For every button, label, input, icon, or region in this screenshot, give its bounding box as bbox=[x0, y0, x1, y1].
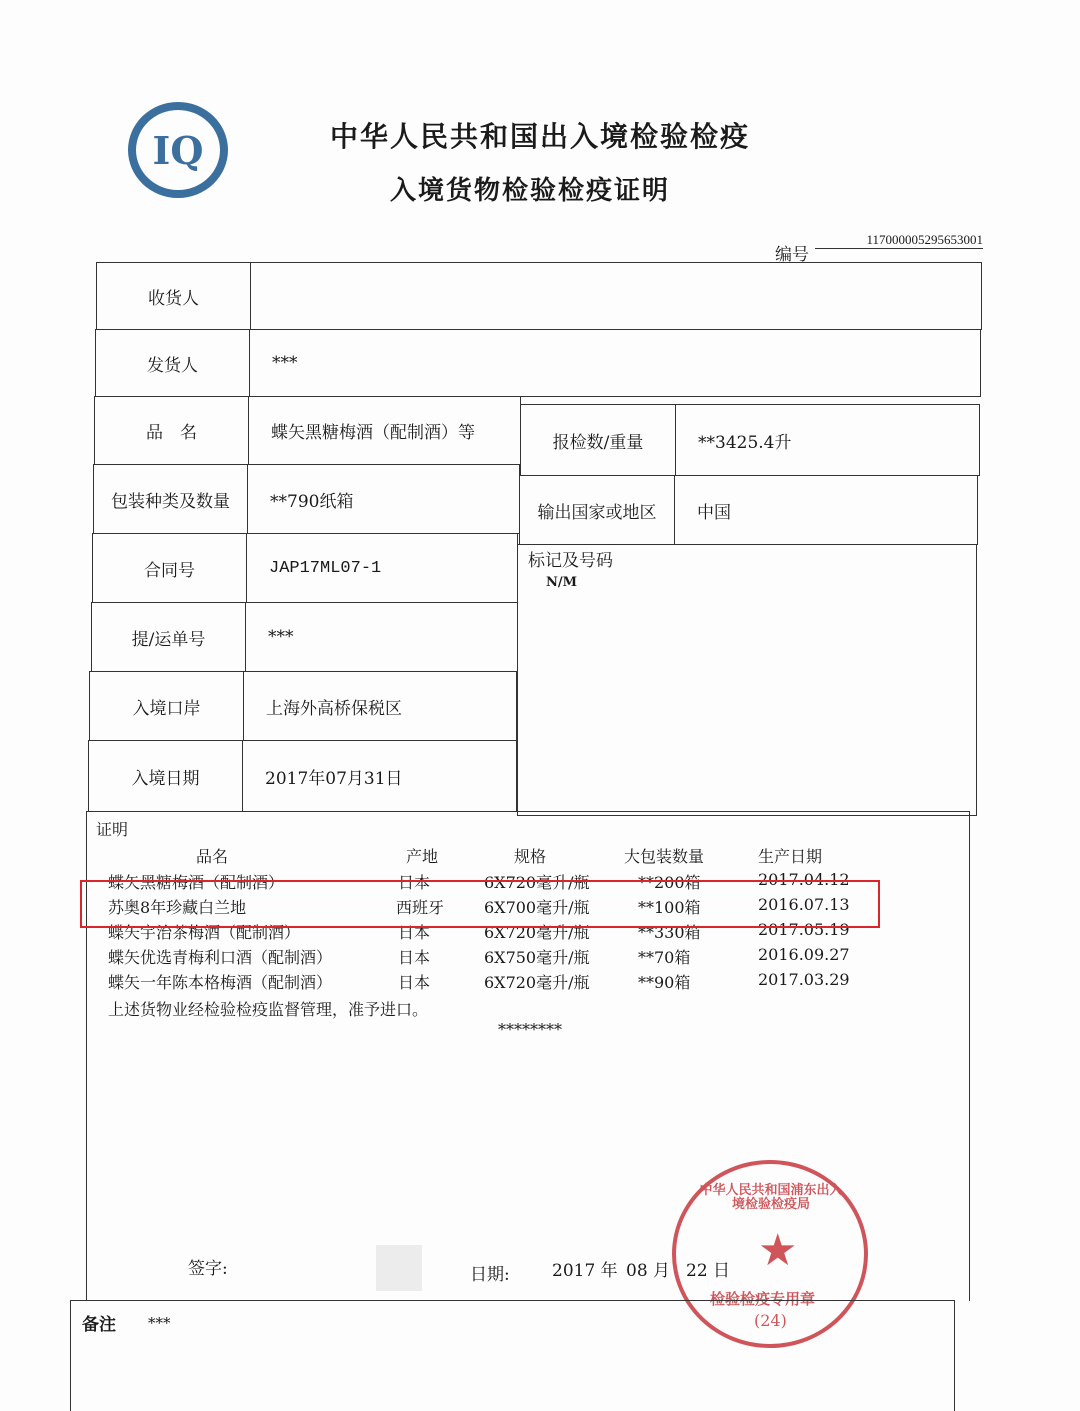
day: 22 bbox=[686, 1261, 708, 1281]
quantity-weight-value: **3425.4升 bbox=[675, 404, 980, 476]
stamp-number: (24) bbox=[754, 1311, 787, 1330]
sign-label: 签字: bbox=[188, 1259, 228, 1279]
spec: 6X720毫升/瓶 bbox=[484, 923, 590, 942]
date-month bbox=[626, 1256, 670, 1281]
title-line1: 中华人民共和国出入境检验检疫 bbox=[330, 120, 751, 153]
package-value: **790纸箱 bbox=[247, 464, 520, 534]
origin-country-value: 中国 bbox=[674, 475, 978, 545]
production-date: 2017.03.29 bbox=[758, 970, 850, 989]
origin: 日本 bbox=[398, 948, 431, 967]
table-row bbox=[108, 945, 868, 969]
product: 蝶矢优选青梅利口酒（配制酒） bbox=[108, 948, 333, 967]
remarks-label: 备注 bbox=[82, 1315, 116, 1335]
origin: 西班牙 bbox=[396, 898, 445, 917]
title-line2: 入境货物检验检疫证明 bbox=[390, 176, 671, 206]
signature-redacted bbox=[376, 1245, 422, 1291]
quantity: **90箱 bbox=[638, 973, 691, 992]
quantity-weight-label: 报检数/重量 bbox=[520, 404, 676, 476]
production-date: 2016.07.13 bbox=[758, 895, 850, 914]
col-quantity: 大包装数量 bbox=[624, 847, 705, 866]
quantity: **200箱 bbox=[638, 873, 701, 892]
product-name-label: 品 名 bbox=[94, 396, 249, 465]
spec: 6X720毫升/瓶 bbox=[484, 873, 590, 892]
ciq-logo bbox=[128, 102, 228, 198]
number-label: 编号 bbox=[775, 245, 809, 265]
col-spec: 规格 bbox=[514, 847, 547, 866]
statement: 上述货物业经检验检疫监督管理，准予进口。 bbox=[108, 1000, 429, 1019]
product: 蝶矢宇治茶梅酒（配制酒） bbox=[108, 923, 301, 942]
quantity: **100箱 bbox=[638, 898, 701, 917]
consignee-label: 收货人 bbox=[96, 262, 251, 330]
stamp-bottom-text: 检验检疫专用章 bbox=[710, 1290, 816, 1308]
certificate-header-row bbox=[108, 844, 868, 868]
month-unit: 月 bbox=[653, 1261, 671, 1281]
consignor-label: 发货人 bbox=[95, 329, 250, 397]
product: 蝶矢一年陈本格梅酒（配制酒） bbox=[108, 973, 333, 992]
day-unit: 日 bbox=[713, 1261, 731, 1281]
quantity: **330箱 bbox=[638, 923, 701, 942]
certificate-label: 证明 bbox=[96, 820, 129, 839]
bill-no-value: *** bbox=[245, 602, 518, 672]
consignor-value: *** bbox=[249, 329, 981, 397]
col-name: 品名 bbox=[196, 847, 229, 866]
origin: 日本 bbox=[398, 973, 431, 992]
package-label: 包装种类及数量 bbox=[93, 464, 248, 534]
contract-no-value: JAP17ML07-1 bbox=[246, 533, 518, 603]
quantity: **70箱 bbox=[638, 948, 691, 967]
entry-date-value: 2017年07月31日 bbox=[242, 740, 517, 812]
month: 08 bbox=[626, 1261, 648, 1281]
spec: 6X750毫升/瓶 bbox=[484, 948, 590, 967]
date-year bbox=[552, 1256, 618, 1281]
year: 2017 bbox=[552, 1261, 596, 1281]
production-date: 2017.05.19 bbox=[758, 920, 850, 939]
number-value: 117000005295653001 bbox=[815, 232, 983, 249]
marks-label: 标记及号码 bbox=[528, 551, 613, 571]
star-icon: ★ bbox=[758, 1225, 798, 1276]
spec: 6X720毫升/瓶 bbox=[484, 973, 590, 992]
product-name-value: 蝶矢黑糖梅酒（配制酒）等 bbox=[248, 396, 521, 465]
col-production-date: 生产日期 bbox=[758, 847, 823, 866]
col-origin: 产地 bbox=[406, 847, 439, 866]
origin-country-label: 输出国家或地区 bbox=[519, 475, 675, 545]
date-label: 日期: bbox=[470, 1265, 510, 1285]
entry-date-label: 入境日期 bbox=[88, 740, 243, 812]
bill-no-label: 提/运单号 bbox=[91, 602, 246, 672]
production-date: 2017.04.12 bbox=[758, 870, 850, 889]
product: 蝶矢黑糖梅酒（配制酒） bbox=[108, 873, 285, 892]
entry-port-label: 入境口岸 bbox=[89, 671, 244, 741]
stamp-text: 中华人民共和国浦东出入境检验检疫局 bbox=[699, 1183, 843, 1212]
entry-port-value: 上海外高桥保税区 bbox=[243, 671, 517, 741]
remarks-box bbox=[70, 1300, 955, 1411]
production-date: 2016.09.27 bbox=[758, 945, 850, 964]
table-row bbox=[108, 970, 868, 994]
spec: 6X700毫升/瓶 bbox=[484, 898, 590, 917]
highlight-box bbox=[80, 880, 880, 928]
year-unit: 年 bbox=[600, 1261, 618, 1281]
remarks-value: *** bbox=[148, 1314, 171, 1332]
origin: 日本 bbox=[398, 923, 431, 942]
product: 苏奥8年珍藏白兰地 bbox=[108, 898, 247, 917]
consignee-value bbox=[250, 262, 982, 330]
marks-value: N/M bbox=[546, 575, 578, 590]
logo-text: IQ bbox=[152, 127, 204, 173]
origin: 日本 bbox=[398, 873, 431, 892]
end-mark: ******** bbox=[498, 1020, 562, 1039]
contract-no-label: 合同号 bbox=[92, 533, 247, 603]
marks-box bbox=[517, 544, 977, 816]
